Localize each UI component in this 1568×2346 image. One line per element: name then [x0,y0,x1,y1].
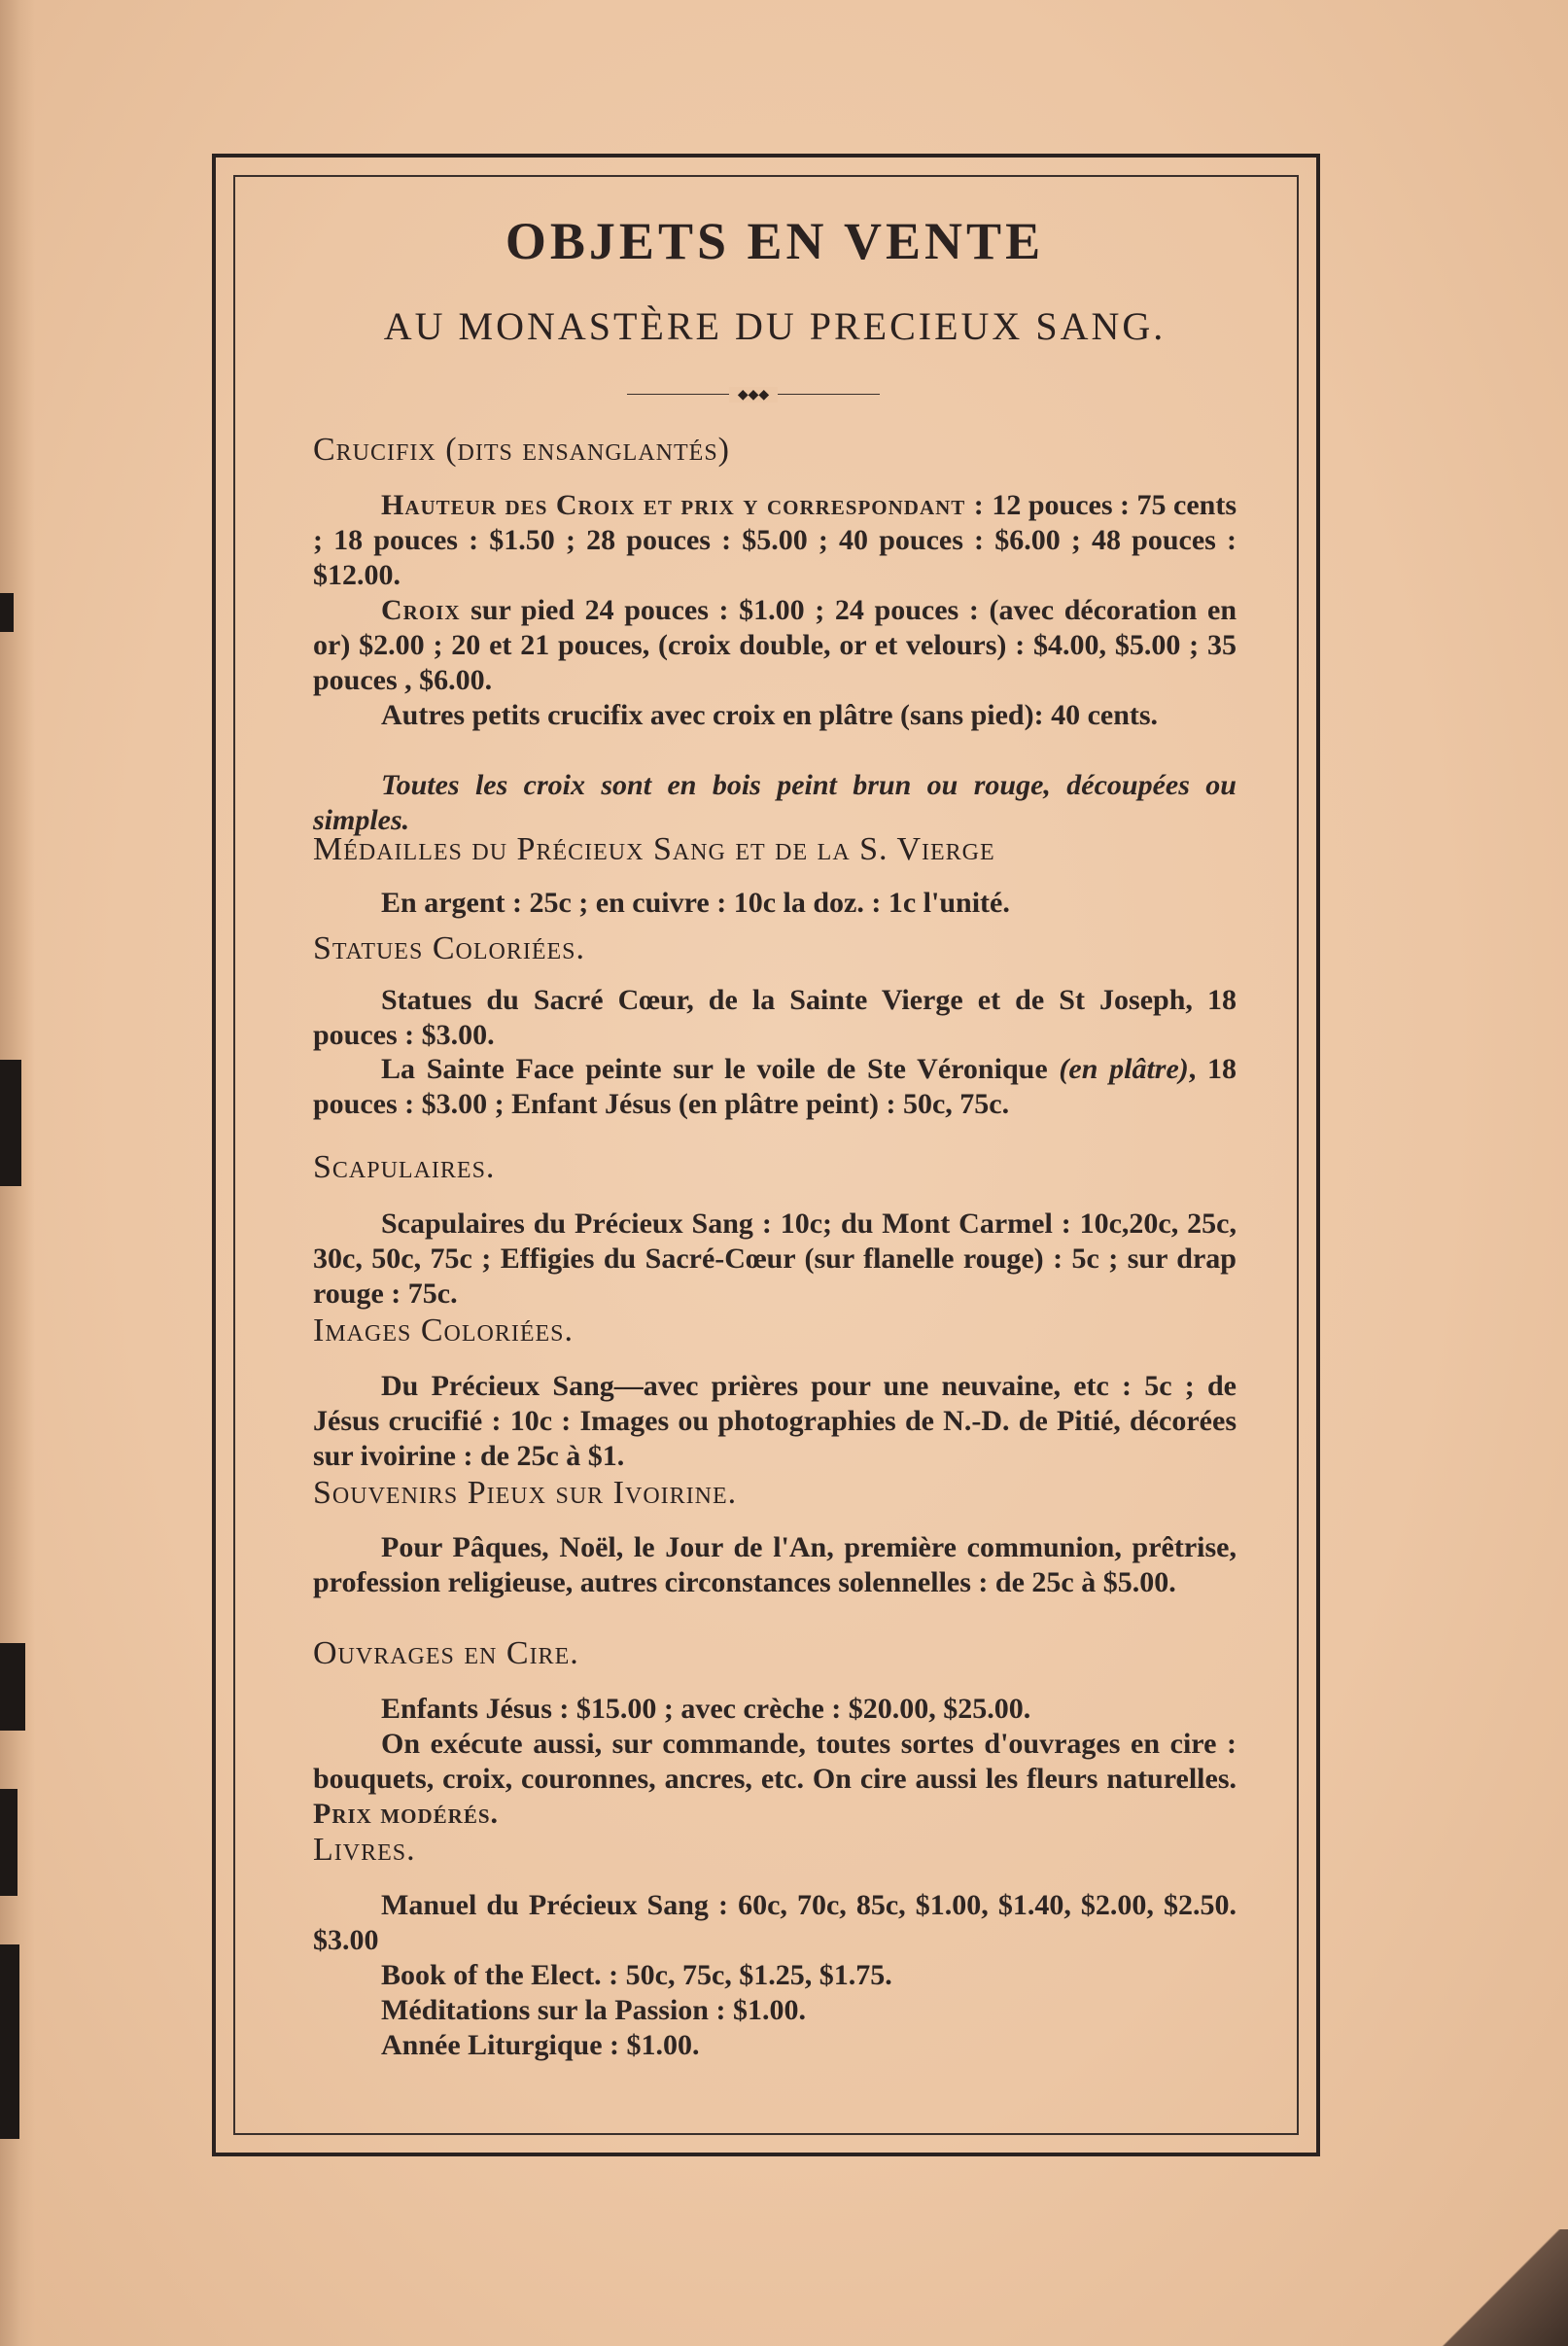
ouvrages-paragraph-2 [313,1727,1237,1832]
section-heading-scapulaires: Scapulaires. [313,1149,496,1185]
section-heading-crucifix: Crucifix (dits ensanglantés) [313,432,730,468]
souvenirs-text-1: Pour Pâques, Noël, le Jour de l'An, première communion, prêtrise, profession religieuse, autres circonstances solennelles : de 25c à $5.00. [313,1531,1237,1598]
crucifix-paragraph-1 [313,488,1237,593]
images-text-1: Du Précieux Sang—avec prières pour une neuvaine, etc : 5c ; de Jésus crucifié : 10c : Images ou photographies de N.-D. de Pitié, décorées sur ivoirine : de 25c à $1. [313,1370,1237,1472]
livres-text-1: Manuel du Précieux Sang : 60c, 70c, 85c, $1.00, $1.40, $2.00, $2.50. $3.00 [313,1889,1237,1956]
page-title: OBJETS EN VENTE [505,212,1045,270]
binding-mark [0,1060,21,1186]
statues-text-1: Statues du Sacré Cœur, de la Sainte Vierge et de St Joseph, 18 pouces : $3.00. [313,984,1237,1051]
section-heading-images: Images Coloriées. [313,1313,575,1348]
ornamental-divider [627,387,880,403]
crucifix-paragraph-2 [313,593,1237,698]
crucifix-text-4: Toutes les croix sont en bois peint brun ou rouge, découpées ou simples. [313,769,1237,836]
crucifix-paragraph-4 [313,768,1237,838]
page-corner-shadow [1432,2229,1568,2346]
scapulaires-text-1: Scapulaires du Précieux Sang : 10c; du Mont Carmel : 10c,20c, 25c, 30c, 50c, 75c ; Effigies du Sacré-Cœur (sur flanelle rouge) : 5c ; sur drap rouge : 75c. [313,1208,1237,1310]
statues-text-2-italic: (en plâtre) [1059,1053,1189,1085]
crucifix-text-2: sur pied 24 pouces : $1.00 ; 24 pouces : (avec décoration en or) $2.00 ; 20 et 21 pouces, (croix double, or et velours) : $4.00, $5.00 ; 35 pouces , $6.00. [313,594,1237,696]
section-heading-ouvrages: Ouvrages en Cire. [313,1635,579,1671]
binding-mark [0,1643,25,1731]
images-paragraph-1 [313,1369,1237,1474]
divider-ornament: ◆◆◆ [729,387,778,403]
crucifix-text-3: Autres petits crucifix avec croix en plâtre (sans pied): 40 cents. [381,699,1159,731]
souvenirs-paragraph-1 [313,1530,1237,1600]
ouvrages-text-1: Enfants Jésus : $15.00 ; avec crèche : $20.00, $25.00. [381,1693,1031,1725]
section-heading-livres: Livres. [313,1832,416,1868]
binding-mark [0,1944,19,2139]
binding-mark [0,593,14,632]
crucifix-label-croix: Croix [381,594,461,626]
scapulaires-paragraph-1 [313,1207,1237,1312]
livres-line-book-of-elect: Book of the Elect. : 50c, 75c, $1.25, $1.75. [381,1959,892,1991]
medailles-paragraph-1 [313,886,1237,921]
ouvrages-paragraph-1 [313,1692,1237,1727]
ouvrages-prix-moderes: Prix modérés. [313,1798,500,1830]
crucifix-label-hauteur: Hauteur des Croix et prix y correspondant : [381,489,985,521]
livres-line-annee-liturgique: Année Liturgique : $1.00. [381,2029,700,2061]
livres-line-meditations: Méditations sur la Passion : $1.00. [381,1994,806,2026]
statues-paragraph-2 [313,1052,1237,1122]
ouvrages-text-2: On exécute aussi, sur commande, toutes sortes d'ouvrages en cire : bouquets, croix, couronnes, ancres, etc. On cire aussi les fleurs naturelles. [313,1728,1237,1795]
statues-text-2a: La Sainte Face peinte sur le voile de Ste Véronique [381,1053,1048,1085]
livres-paragraph-1 [313,1888,1237,1958]
medailles-text-1: En argent : 25c ; en cuivre : 10c la doz. : 1c l'unité. [381,887,1010,919]
binding-mark [0,1789,17,1896]
statues-text-2b: , 18 pouces : $3.00 ; Enfant Jésus (en plâtre peint) : 50c, 75c. [313,1053,1237,1120]
section-heading-medailles: Médailles du Précieux Sang et de la S. Vierge [313,831,995,867]
statues-paragraph-1 [313,983,1237,1053]
crucifix-paragraph-3 [313,698,1237,733]
section-heading-statues: Statues Coloriées. [313,930,585,966]
page-subtitle: AU MONASTÈRE DU PRECIEUX SANG. [383,304,1167,348]
section-heading-souvenirs: Souvenirs Pieux sur Ivoirine. [313,1475,738,1511]
crucifix-text-1: 12 pouces : 75 cents ; 18 pouces : $1.50 ; 28 pouces : $5.00 ; 40 pouces : $6.00 ; 48 pouces : $12.00. [313,489,1237,591]
document-frame [212,154,1320,2156]
